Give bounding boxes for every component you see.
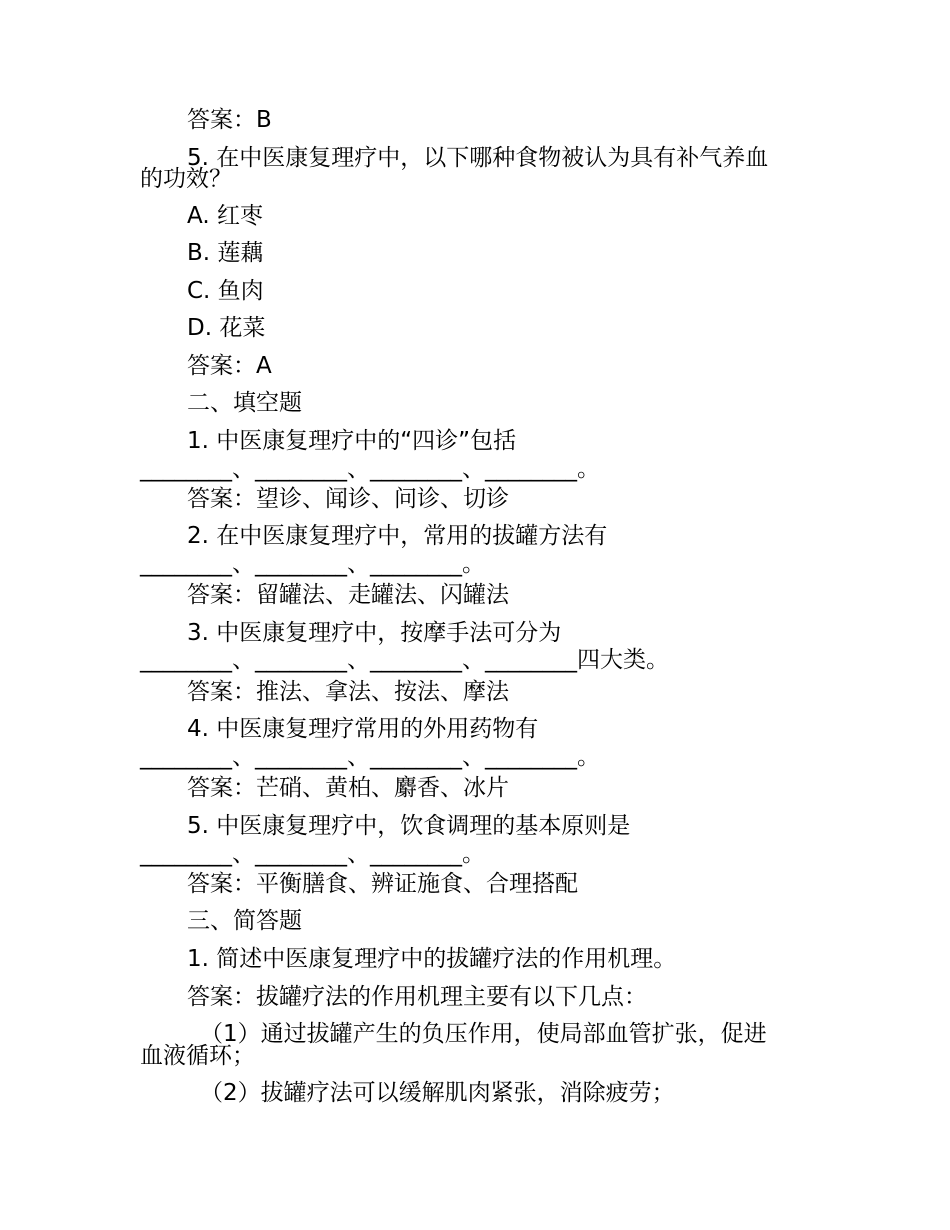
question-text: 1. 中医康复理疗中的“四诊”包括 — [187, 428, 517, 454]
fill-blanks: ________、________、________、________。 — [140, 744, 600, 770]
option-c: C. 鱼肉 — [187, 278, 264, 304]
question-text-continued: 的功效？ — [140, 166, 232, 192]
fill-blanks: ________、________、________。 — [140, 841, 485, 867]
option-b: B. 莲藕 — [187, 240, 264, 266]
answer-point: （1）通过拔罐产生的负压作用，使局部血管扩张，促进 — [200, 1021, 767, 1047]
answer-line: 答案：A — [187, 353, 272, 379]
fill-blanks: ________、________、________、________四大类。 — [140, 647, 669, 673]
question-text: 2. 在中医康复理疗中，常用的拔罐方法有 — [187, 523, 608, 549]
answer-line: 答案：留罐法、走罐法、闪罐法 — [187, 582, 509, 608]
option-a: A. 红枣 — [187, 203, 263, 229]
question-text: 3. 中医康复理疗中，按摩手法可分为 — [187, 620, 562, 646]
question-text: 4. 中医康复理疗常用的外用药物有 — [187, 716, 539, 742]
question-text: 5. 在中医康复理疗中，以下哪种食物被认为具有补气养血 — [187, 145, 769, 171]
section-heading: 三、简答题 — [187, 908, 302, 934]
answer-line: 答案：B — [187, 107, 272, 133]
answer-line: 答案：望诊、闻诊、问诊、切诊 — [187, 486, 509, 512]
question-text: 1. 简述中医康复理疗中的拔罐疗法的作用机理。 — [187, 946, 677, 972]
fill-blanks: ________、________、________。 — [140, 551, 485, 577]
option-d: D. 花菜 — [187, 315, 266, 341]
section-heading: 二、填空题 — [187, 390, 302, 416]
answer-line: 答案：推法、拿法、按法、摩法 — [187, 679, 509, 705]
answer-line: 答案：平衡膳食、辨证施食、合理搭配 — [187, 871, 578, 897]
answer-line: 答案：拔罐疗法的作用机理主要有以下几点： — [187, 984, 647, 1010]
answer-point: （2）拔罐疗法可以缓解肌肉紧张，消除疲劳； — [200, 1080, 675, 1106]
fill-blanks: ________、________、________、________。 — [140, 456, 600, 482]
answer-point-continued: 血液循环； — [140, 1043, 255, 1069]
answer-line: 答案：芒硝、黄柏、麝香、冰片 — [187, 775, 509, 801]
question-text: 5. 中医康复理疗中，饮食调理的基本原则是 — [187, 813, 631, 839]
